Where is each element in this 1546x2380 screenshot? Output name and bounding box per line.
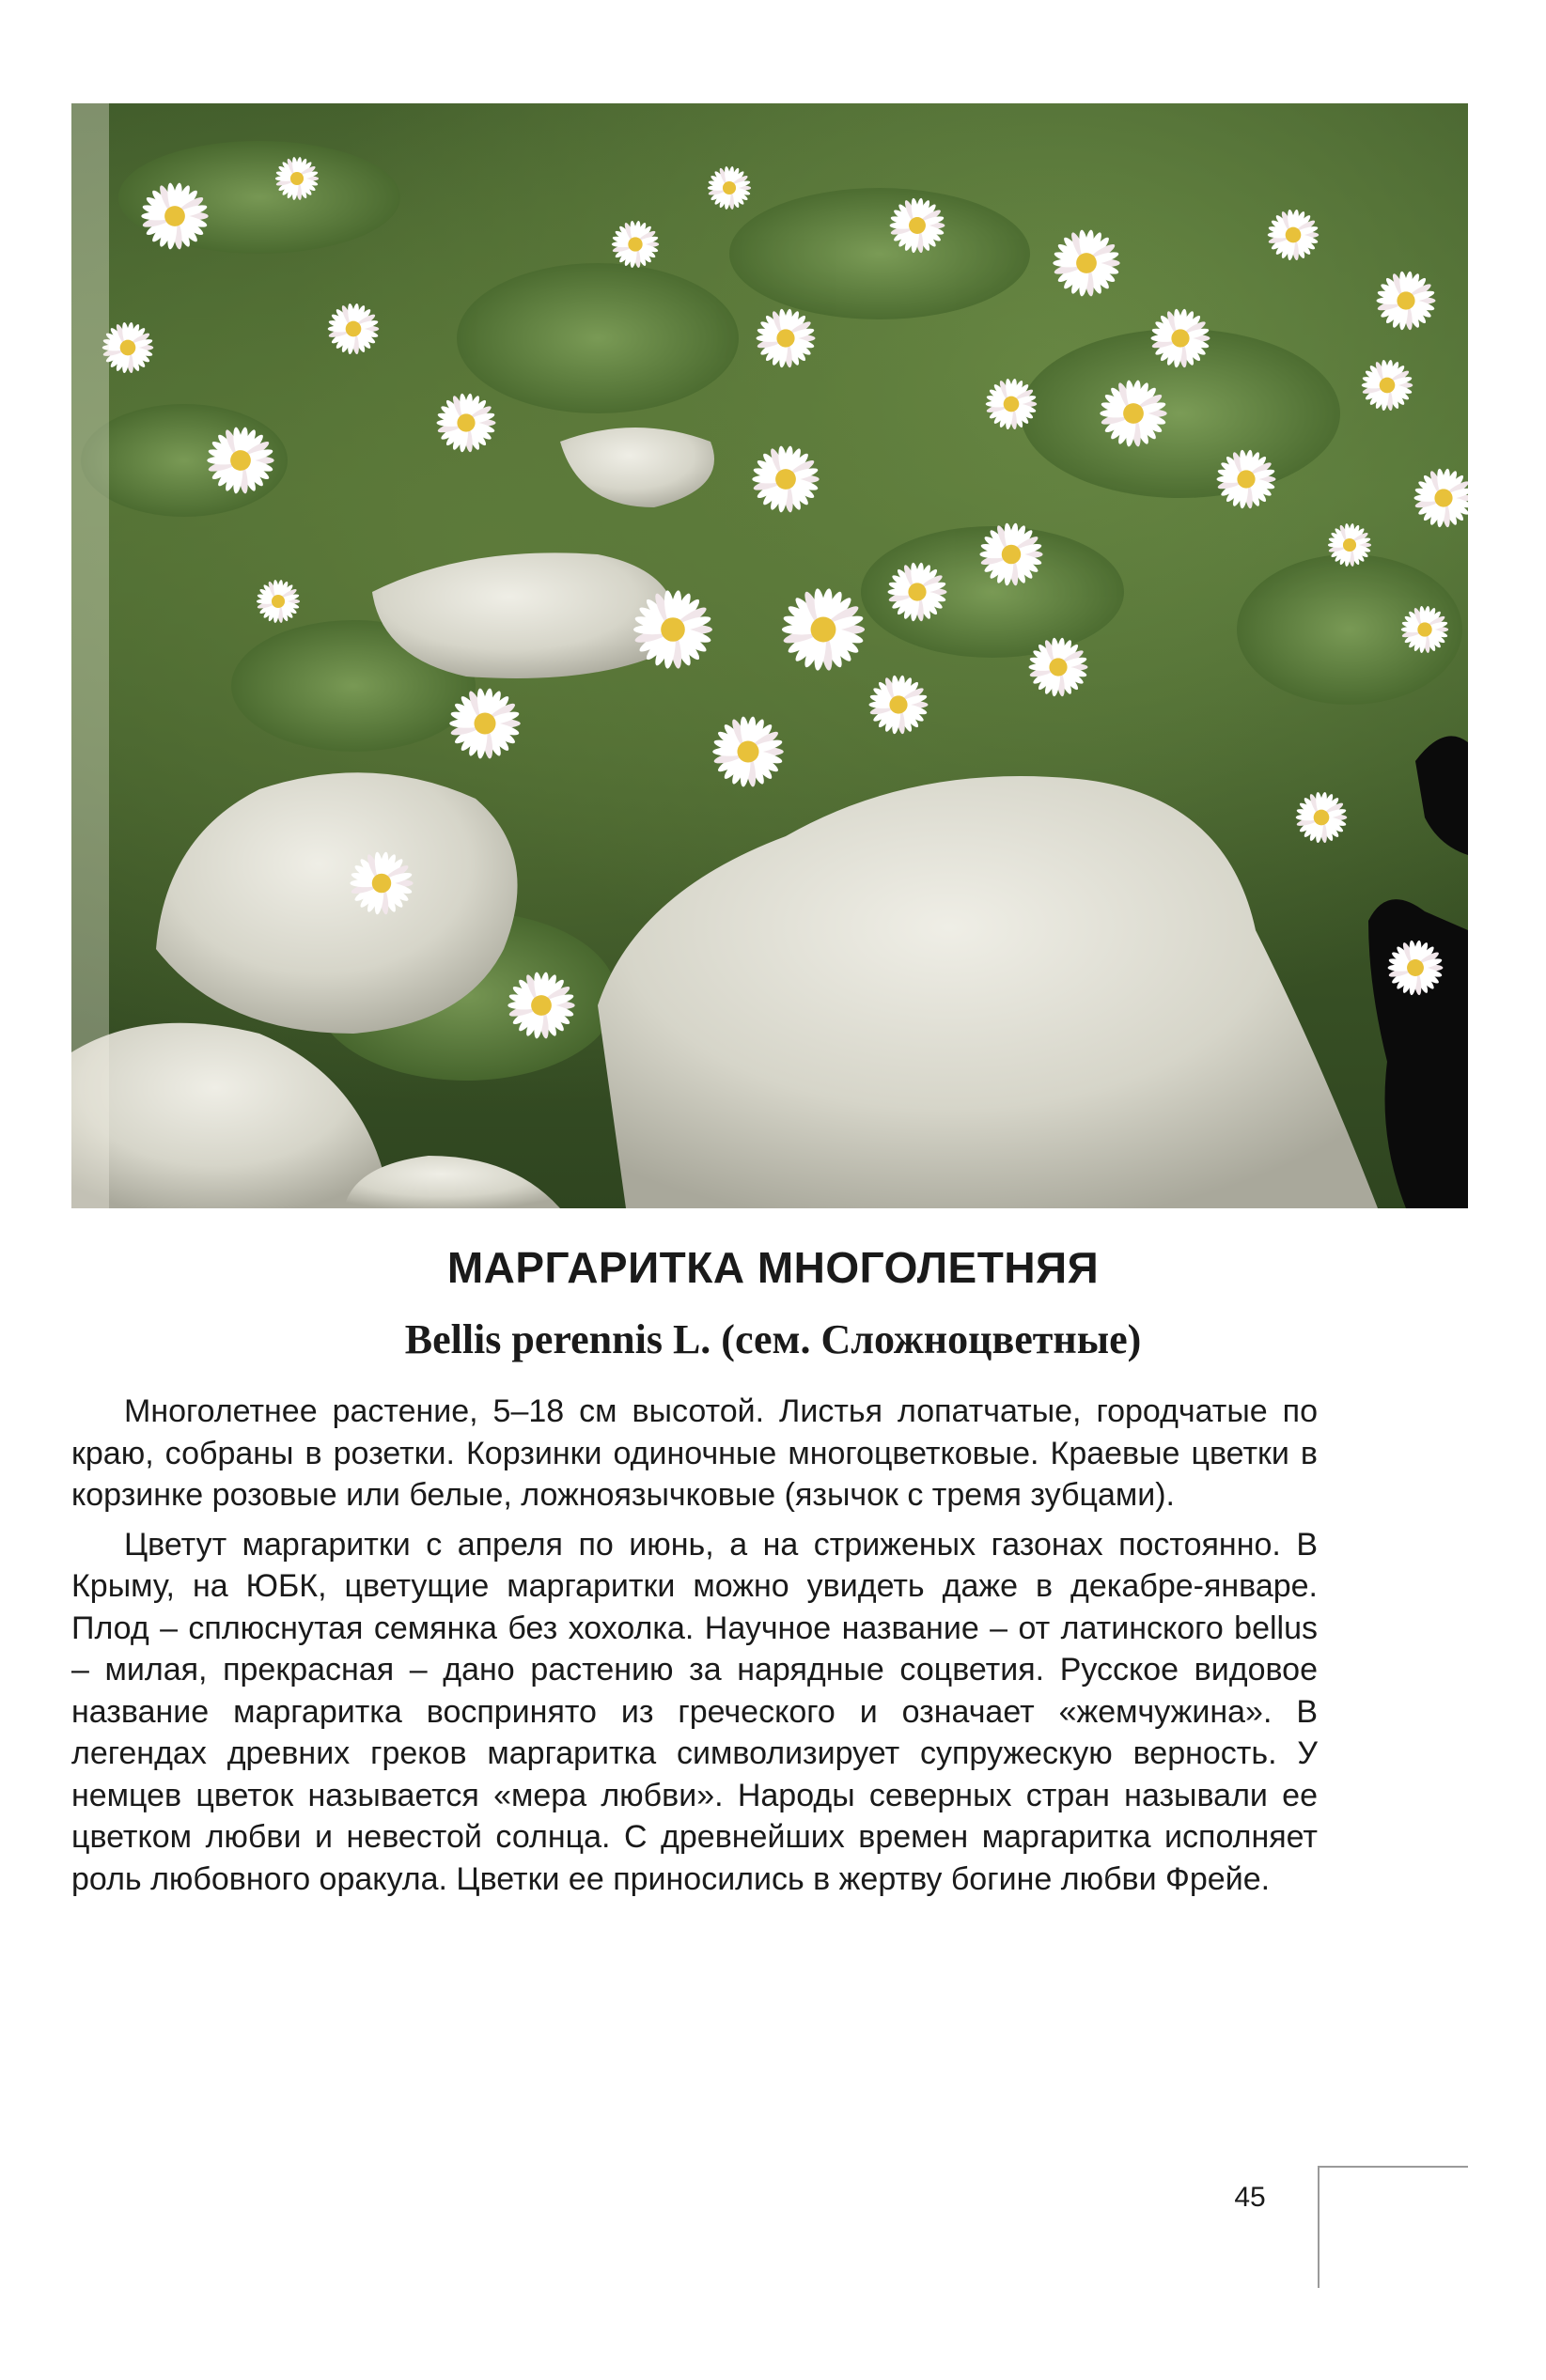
- paragraph: Многолетнее растение, 5–18 см высотой. Листья лопатчатые, городчатые по краю, собраны в розетки. Корзинки одиночные многоцветковые. Краевые цветки в корзинке розовые или белые, ложноязычковые (язычок с тремя зубцами).: [71, 1393, 1318, 1513]
- daisy-meadow-illustration: [71, 103, 1468, 1208]
- plant-title: МАРГАРИТКА МНОГОЛЕТНЯЯ: [446, 1243, 1100, 1292]
- daisy-flower: [708, 166, 751, 210]
- plant-latin-name: Bellis perennis L. (сем. Сложноцветные): [404, 1316, 1142, 1362]
- daisy-flower: [869, 675, 929, 734]
- daisy-flower: [328, 303, 380, 354]
- page-corner-frame: [1318, 2166, 1468, 2288]
- daisy-flower: [1377, 271, 1436, 330]
- daisy-flower: [1296, 791, 1348, 843]
- daisy-flower: [1053, 229, 1119, 297]
- paragraph: Цветут маргаритки с апреля по июнь, а на стриженых газонах постоянно. В Крыму, на ЮБК, цветущие маргаритки можно увидеть даже в декабре-январе. Плод – сплюснутая семянка без хохолка. Научное название – от латинского bellus – милая, прекрасная – дано растению за нарядные соцветия. Русское видовое название маргаритка воспринято из греческого и означает «жемчужина». В легендах древних греков маргаритка символизирует супружескую верность. У немцев цветок называется «мера любви». Народы северных стран называли ее цветком любви и невестой солнца. С древнейших времен маргаритка исполняет роль любовного оракула. Цветки ее приносились в жертву богине любви Фрейе.: [71, 1526, 1318, 1897]
- daisy-flower: [612, 221, 659, 269]
- daisy-flower: [102, 321, 154, 373]
- rocks: [71, 428, 1378, 1208]
- daisy-flower: [712, 716, 784, 787]
- page-number: 45: [1234, 2182, 1266, 2213]
- daisy-flower: [1362, 359, 1413, 411]
- daisy-flower: [1414, 468, 1469, 527]
- daisy-flower: [752, 445, 819, 513]
- daisy-meadow-photo: [71, 103, 1468, 1208]
- description-text: [71, 1391, 1318, 1907]
- daisy-flower: [257, 580, 300, 624]
- daisy-flower: [437, 393, 496, 452]
- daisy-flower: [757, 308, 816, 367]
- daisy-flower: [782, 588, 865, 672]
- daisy-flower: [1268, 209, 1320, 260]
